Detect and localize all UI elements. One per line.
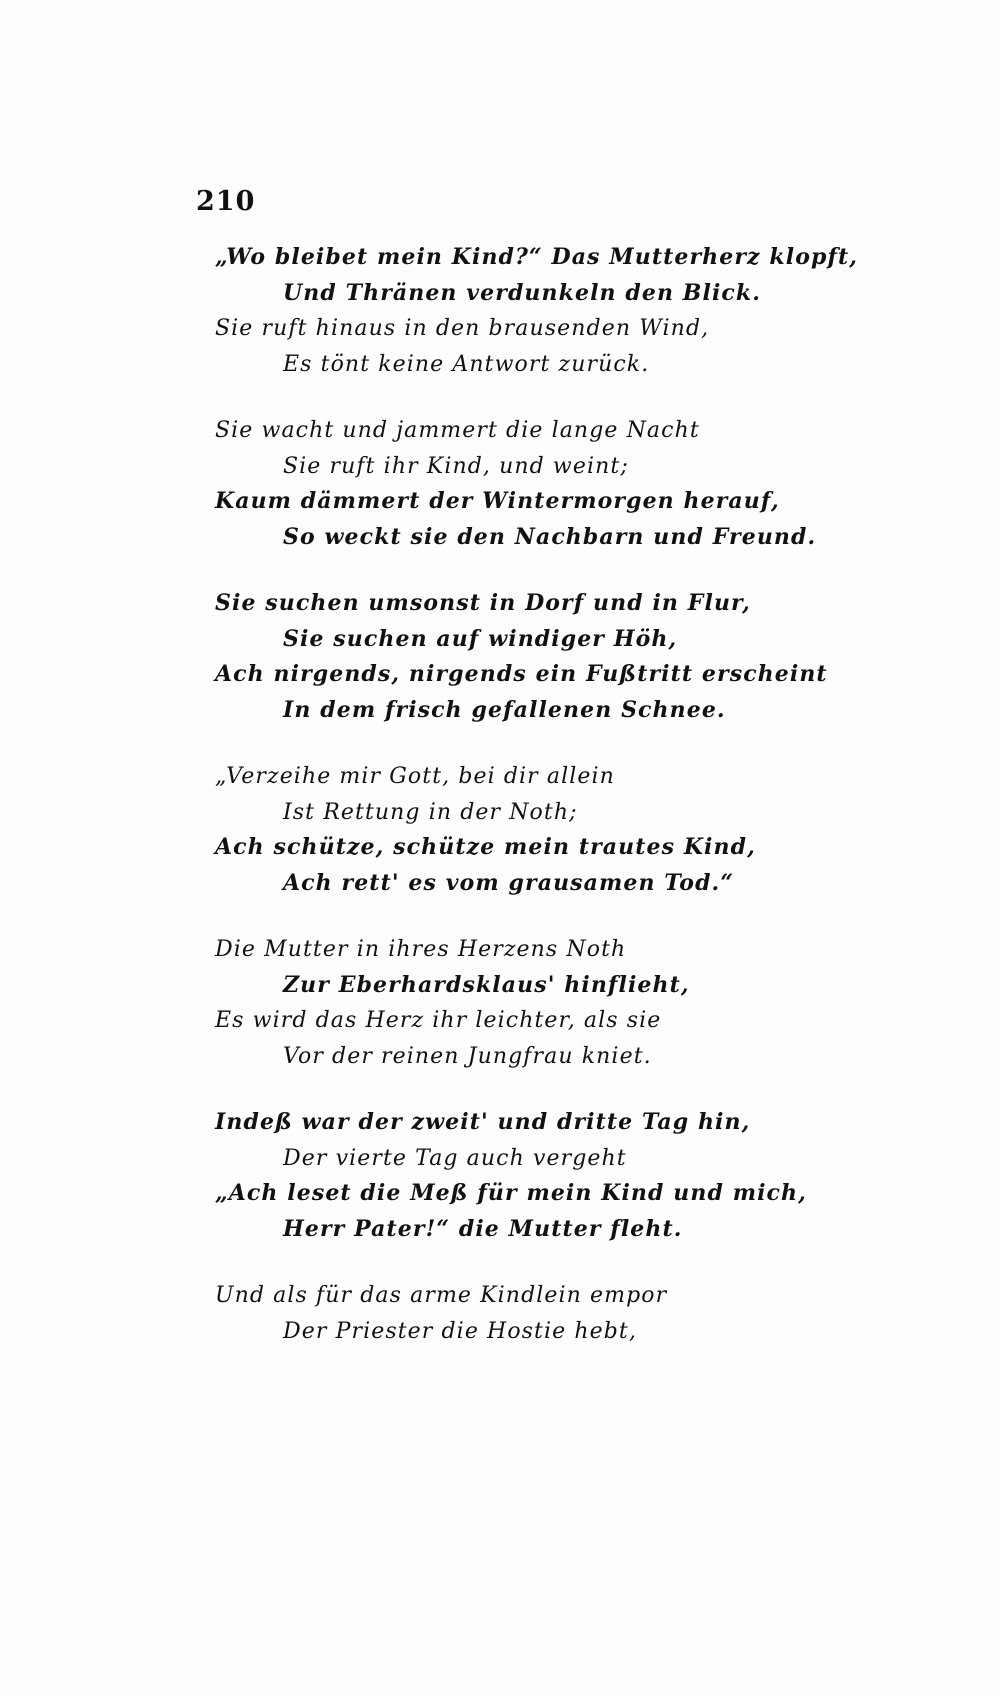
poem-line: Der vierte Tag auch vergeht [283,1145,627,1171]
poem-line: „Ach leset die Meß für mein Kind und mich, [215,1180,807,1206]
poem-line: So weckt sie den Nachbarn und Freund. [283,523,817,550]
poem-line: Es tönt keine Antwort zurück. [283,351,650,377]
poem-line: Der Priester die Hostie hebt, [283,1318,637,1344]
stanza-2 [215,413,895,555]
poem-line: Kaum dämmert der Wintermorgen herauf, [215,488,780,514]
poem-line: Sie wacht und jammert die lange Nacht [215,418,700,443]
poem-line: Ach nirgends, nirgends ein Fußtritt erscheint [215,661,828,687]
poem-line: Vor der reinen Jungfrau kniet. [283,1043,652,1069]
poem-line: Zur Eberhardsklaus' hinflieht, [283,971,690,998]
poem-line: Es wird das Herz ihr leichter, als sie [215,1008,662,1033]
poem-line: Sie suchen auf windiger Höh, [283,625,678,652]
poem-line: „Wo bleibet mein Kind?“ Das Mutterherz klopft, [215,244,859,270]
poem-line: Ach rett' es vom grausamen Tod.“ [283,869,735,896]
stanza-1 [215,240,895,382]
poem-line: In dem frisch gefallenen Schnee. [283,696,726,723]
stanza-6 [215,1105,895,1247]
poem-line: Ist Rettung in der Noth; [283,799,578,825]
poem-line: Ach schütze, schütze mein trautes Kind, [215,834,756,860]
stanza-7 [215,1278,895,1349]
poem-line: Herr Pater!“ die Mutter fleht. [283,1215,683,1242]
poem-line: Sie ruft hinaus in den brausenden Wind, [215,316,710,341]
poem-line: Sie suchen umsonst in Dorf und in Flur, [215,590,751,616]
poem-line: Indeß war der zweit' und dritte Tag hin, [215,1109,751,1135]
poem-line: Sie ruft ihr Kind, und weint; [283,453,629,479]
poem-line: Und als für das arme Kindlein empor [215,1283,668,1308]
stanza-5 [215,932,895,1074]
stanza-4 [215,759,895,901]
stanza-3 [215,586,895,728]
poem-line: Und Thränen verdunkeln den Blick. [283,279,762,306]
poem [215,240,895,1380]
page-number: 210 [196,186,256,217]
poem-line: Die Mutter in ihres Herzens Noth [215,937,627,962]
poem-line: „Verzeihe mir Gott, bei dir allein [215,764,615,789]
